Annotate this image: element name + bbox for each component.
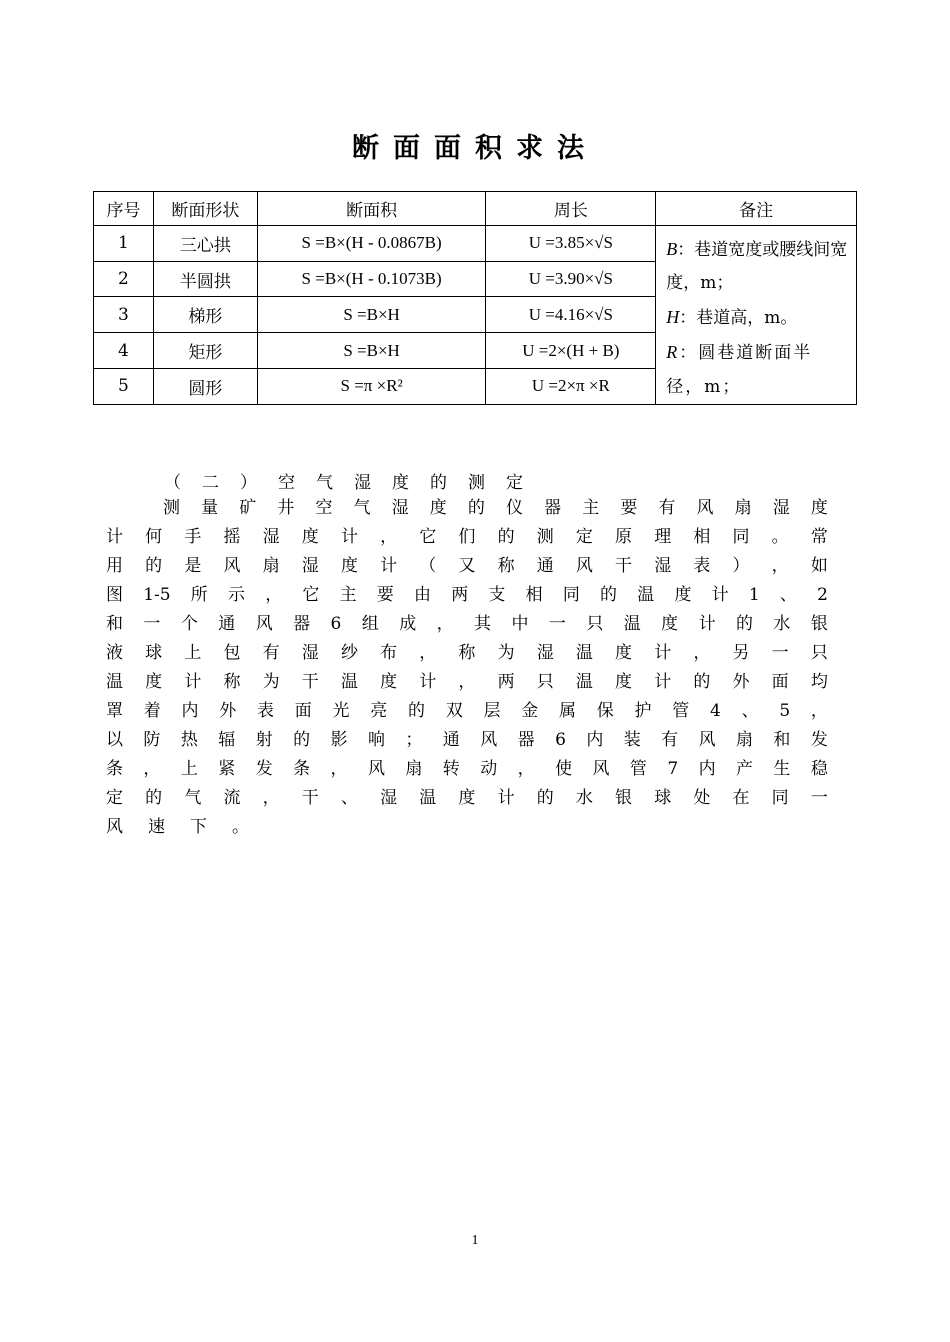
row-area-formula: S =B×(H - 0.0867B) (257, 226, 486, 262)
header-notes: 备注 (656, 192, 857, 226)
header-no: 序号 (94, 192, 154, 226)
paragraph-line: 图 1-5 所 示 ， 它 主 要 由 两 支 相 同 的 温 度 计 1 、 2 (106, 585, 828, 605)
row-no: 1 (94, 226, 154, 262)
paragraph-line: 测 量 矿 井 空 气 湿 度 的 仪 器 主 要 有 风 扇 湿 度 (163, 498, 828, 518)
page-title: 断面面积求法 (352, 133, 598, 164)
paragraph-line: 风 速 下 。 (106, 817, 249, 837)
row-area-formula: S =B×H (257, 297, 486, 333)
table-header-row (94, 192, 857, 226)
table-row (94, 226, 857, 262)
paragraph-line: 以 防 热 辐 射 的 影 响 ； 通 风 器 6 内 装 有 风 扇 和 发 (106, 730, 828, 750)
row-perimeter-formula: U =4.16×√S (486, 297, 656, 333)
paragraph-line: 罩 着 内 外 表 面 光 亮 的 双 层 金 属 保 护 管 4 、 5 ， (106, 701, 828, 721)
row-no: 2 (94, 261, 154, 297)
cross-section-area-table (93, 191, 857, 405)
row-perimeter-formula: U =2×(H + B) (486, 333, 656, 369)
row-area-formula: S =B×H (257, 333, 486, 369)
row-perimeter-formula: U =2×π ×R (486, 368, 656, 404)
paragraph-line: 计 何 手 摇 湿 度 计 ， 它 们 的 测 定 原 理 相 同 。 常 (106, 527, 828, 547)
row-perimeter-formula: U =3.90×√S (486, 261, 656, 297)
paragraph-line: 用 的 是 风 扇 湿 度 计 （ 又 称 通 风 干 湿 表 ） ， 如 (106, 556, 828, 576)
header-shape: 断面形状 (153, 192, 257, 226)
note-r: R：圆巷道断面半径，m； (666, 342, 813, 397)
row-no: 5 (94, 368, 154, 404)
row-shape: 三心拱 (153, 226, 257, 262)
row-no: 4 (94, 333, 154, 369)
row-shape: 矩形 (153, 333, 257, 369)
paragraph-line: 温 度 计 称 为 干 温 度 计 ， 两 只 温 度 计 的 外 面 均 (106, 672, 828, 692)
header-perimeter: 周长 (486, 192, 656, 226)
note-h: H：巷道高，m。 (666, 307, 798, 329)
row-perimeter-formula: U =3.85×√S (486, 226, 656, 262)
page-number: 1 (471, 1233, 479, 1248)
paragraph-line: 液 球 上 包 有 湿 纱 布 ， 称 为 湿 温 度 计 ， 另 一 只 (106, 643, 828, 663)
row-area-formula: S =B×(H - 0.1073B) (257, 261, 486, 297)
section-heading: （二）空气湿度的测定 (164, 473, 544, 493)
row-no: 3 (94, 297, 154, 333)
row-area-formula: S =π ×R² (257, 368, 486, 404)
row-shape: 梯形 (153, 297, 257, 333)
header-area: 断面积 (257, 192, 486, 226)
paragraph-line: 定 的 气 流 ， 干 、 湿 温 度 计 的 水 银 球 处 在 同 一 (106, 788, 828, 808)
paragraph-line: 条 ， 上 紧 发 条 ， 风 扇 转 动 ， 使 风 管 7 内 产 生 稳 (106, 759, 828, 779)
row-shape: 圆形 (153, 368, 257, 404)
note-b: B：巷道宽度或腰线间宽度，m； (666, 239, 848, 294)
paragraph-line: 和 一 个 通 风 器 6 组 成 ， 其 中 一 只 温 度 计 的 水 银 (106, 614, 828, 634)
row-shape: 半圆拱 (153, 261, 257, 297)
notes-cell (656, 226, 857, 405)
